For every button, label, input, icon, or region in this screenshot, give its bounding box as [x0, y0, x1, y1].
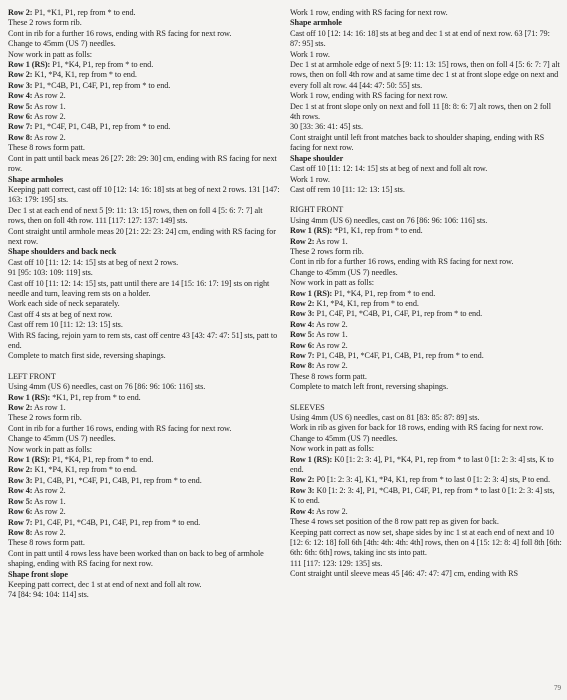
instruction-text: Using 4mm (US 6) needles, cast on 81 [83: 85: 87: 89] sts. [290, 413, 480, 423]
piece-title: SLEEVES [290, 402, 325, 412]
row-label: Row 1 (RS): [290, 454, 333, 464]
instruction-line [8, 299, 280, 309]
instruction-text: K1, *P4, K1, rep from * to end. [32, 465, 137, 475]
instruction-text: As row 2. [314, 361, 348, 371]
instruction-line [290, 341, 562, 351]
instruction-text: K0 [1: 2: 3: 4], P1, *C4B, P1, C4F, P1, rep from * to last 0 [1: 2: 3: 4] sts, K to end. [290, 485, 555, 506]
piece-title: RIGHT FRONT [290, 205, 344, 215]
row-label: Row 2: [8, 8, 33, 17]
instruction-line [290, 268, 562, 278]
instruction-text: These 8 rows form patt. [8, 143, 85, 153]
instruction-text: Cast off 10 [11: 12: 14: 15] sts at beg of next and foll alt row. [290, 164, 488, 174]
instruction-text: Cast off 10 [12: 14: 16: 18] sts at beg and dec 1 st at end of next row. 63 [71: 79: 87: 95] sts. [290, 28, 550, 49]
instruction-line [290, 60, 562, 91]
instruction-text: As row 1. [32, 403, 66, 413]
instruction-line [8, 39, 280, 49]
instruction-line [8, 81, 280, 91]
instruction-line [290, 91, 562, 101]
instruction-text: As row 1. [32, 496, 66, 506]
row-label: Row 4: [290, 319, 315, 329]
instruction-line [290, 226, 562, 236]
instruction-text: Now work in patt as folls: [290, 444, 374, 454]
instruction-text: As row 1. [314, 330, 348, 340]
instruction-line [8, 351, 280, 361]
instruction-line [290, 434, 562, 444]
instruction-text: P1, *K4, P1, rep from * to end. [50, 455, 154, 465]
instruction-line [290, 237, 562, 247]
instruction-text: Change to 45mm (US 7) needles. [290, 267, 398, 277]
instruction-line [290, 517, 562, 527]
instruction-line [290, 102, 562, 123]
instruction-line [290, 382, 562, 392]
instruction-line [290, 164, 562, 174]
instruction-line [8, 465, 280, 475]
instruction-text: Cont in patt until 4 rows less have been worked than on back to beg of armhole shaping, ending with RS facing for next row. [8, 548, 264, 569]
instruction-line [8, 154, 280, 175]
instruction-text: K1, *P4, K1, rep from * to end. [32, 70, 137, 80]
instruction-text: Cont in patt until back meas 26 [27: 28: 29: 30] cm, ending with RS facing for next row. [8, 153, 277, 174]
row-label: Row 8: [8, 132, 33, 142]
instruction-text: These 2 rows form rib. [8, 413, 82, 423]
page-number: 79 [554, 684, 561, 692]
section-heading: Shape shoulder [290, 153, 344, 163]
instruction-text: 111 [117: 123: 129: 135] sts. [290, 558, 383, 568]
instruction-text: As row 2. [32, 507, 66, 517]
instruction-line [8, 227, 280, 248]
instruction-line [290, 559, 562, 569]
instruction-line [8, 143, 280, 153]
row-label: Row 1 (RS): [8, 455, 51, 465]
instruction-text: Cast off 10 [11: 12: 14: 15] sts, patt until there are 14 [15: 16: 17: 19] sts on right needle and turn, leaving rem sts on a holder. [8, 278, 270, 298]
row-label: Row 7: [8, 122, 33, 132]
instruction-text: Cont straight until left front matches back to shoulder shaping, ending with RS facing for next row. [290, 132, 545, 153]
instruction-line [8, 91, 280, 101]
instruction-text: These 4 rows set position of the 8 row patt rep as given for back. [290, 517, 499, 527]
instruction-line [290, 423, 562, 433]
instruction-text: Using 4mm (US 6) needles, cast on 76 [86: 96: 106: 116] sts. [8, 382, 206, 392]
instruction-text: 30 [33: 36: 41: 45] sts. [290, 122, 363, 132]
row-label: Row 8: [290, 361, 315, 371]
instruction-line [8, 122, 280, 132]
instruction-line [290, 175, 562, 185]
instruction-text: Work each side of neck separately. [8, 299, 120, 309]
instruction-text: Keeping patt correct, cast off 10 [12: 14: 16: 18] sts at beg of next 2 rows. 131 [147: 163: 179: 195] sts. [8, 184, 280, 205]
instruction-line [8, 50, 280, 60]
section-heading: Shape armhole [290, 18, 342, 28]
instruction-text: Cont straight until armhole meas 20 [21: 22: 23: 24] cm, ending with RS facing for next row. [8, 226, 276, 246]
row-label: Row 6: [290, 340, 315, 350]
instruction-line [8, 29, 280, 39]
row-label: Row 2: [8, 70, 33, 80]
row-label: Row 6: [8, 507, 33, 517]
instruction-line [8, 393, 280, 403]
section-heading: Shape shoulders and back neck [8, 247, 117, 257]
instruction-line [290, 299, 562, 309]
instruction-line [8, 580, 280, 590]
instruction-text: Work 1 row, ending with RS facing for next row. [290, 8, 448, 17]
instruction-text: Cont in rib for a further 16 rows, ending with RS facing for next row. [8, 423, 232, 433]
instruction-line [290, 320, 562, 330]
instruction-line [8, 112, 280, 122]
instruction-text: Work in rib as given for back for 18 rows, ending with RS facing for next row. [290, 423, 544, 433]
instruction-text: Complete to match left front, reversing shapings. [290, 382, 449, 392]
instruction-line [8, 8, 280, 18]
instruction-text: P1, C4F, P1, *C4B, P1, C4F, P1, rep from * to end. [314, 309, 483, 319]
instruction-line [8, 258, 280, 268]
instruction-text: *P1, K1, rep from * to end. [332, 226, 423, 236]
instruction-line [290, 475, 562, 485]
instruction-text: 74 [84: 94: 104: 114] sts. [8, 590, 89, 600]
instruction-text: Cast off 4 sts at beg of next row. [8, 309, 113, 319]
row-label: Row 4: [290, 506, 315, 516]
instruction-line [290, 8, 562, 18]
instruction-line [8, 185, 280, 206]
instruction-line [290, 351, 562, 361]
instruction-line [290, 413, 562, 423]
instruction-text: As row 2. [314, 319, 348, 329]
instruction-line [8, 70, 280, 80]
section-heading: Shape front slope [8, 569, 68, 579]
instruction-text: K0 [1: 2: 3: 4], P1, *K4, P1, rep from * to last 0 [1: 2: 3: 4] sts, K to end. [290, 454, 554, 475]
instruction-text: P1, C4B, P1, *C4F, P1, C4B, P1, rep from * to end. [314, 351, 484, 360]
instruction-line [8, 455, 280, 465]
instruction-text: Cont straight until sleeve meas 45 [46: 47: 47: 47] cm, ending with RS [290, 569, 519, 579]
instruction-text: Cast off rem 10 [11: 12: 13: 15] sts. [290, 184, 405, 194]
instruction-line [8, 206, 280, 227]
instruction-line [8, 382, 280, 392]
row-label: Row 3: [8, 475, 33, 485]
instruction-text: Now work in patt as folls: [8, 444, 92, 454]
instruction-line [8, 518, 280, 528]
instruction-line [290, 50, 562, 60]
row-label: Row 5: [290, 330, 315, 340]
instruction-line [8, 497, 280, 507]
instruction-line [8, 538, 280, 548]
instruction-line [290, 133, 562, 154]
instruction-text: These 8 rows form patt. [8, 538, 85, 548]
instruction-line [290, 29, 562, 50]
row-label: Row 3: [8, 80, 33, 90]
instruction-text: As row 2. [32, 112, 66, 122]
instruction-text: As row 2. [32, 527, 66, 537]
instruction-line [8, 331, 280, 352]
instruction-line [290, 185, 562, 195]
instruction-text: As row 2. [314, 340, 348, 350]
instruction-text: Now work in patt as folls: [8, 49, 92, 59]
row-label: Row 2: [290, 298, 315, 308]
instruction-line [8, 434, 280, 444]
instruction-line [290, 122, 562, 132]
instruction-line [8, 18, 280, 28]
instruction-text: Cont in rib for a further 16 rows, ending with RS facing for next row. [8, 28, 232, 38]
instruction-line [290, 216, 562, 226]
instruction-text: P1, C4F, P1, *C4B, P1, C4F, P1, rep from * to end. [32, 517, 201, 527]
row-label: Row 8: [8, 527, 33, 537]
row-label: Row 2: [8, 403, 33, 413]
instruction-line [8, 102, 280, 112]
instruction-line [290, 528, 562, 559]
instruction-text: Complete to match first side, reversing shapings. [8, 351, 166, 361]
instruction-line [290, 361, 562, 371]
instruction-text: Work 1 row, ending with RS facing for next row. [290, 91, 448, 101]
instruction-text: As row 2. [32, 132, 66, 142]
instruction-text: These 2 rows form rib. [8, 18, 82, 28]
instruction-line [290, 247, 562, 257]
instruction-text: P1, C4B, P1, *C4F, P1, C4B, P1, rep from * to end. [32, 475, 202, 485]
instruction-line [290, 486, 562, 507]
instruction-line [8, 528, 280, 538]
instruction-line [290, 444, 562, 454]
instruction-line [290, 569, 562, 579]
instruction-text: 91 [95: 103: 109: 119] sts. [8, 268, 93, 278]
row-label: Row 2: [290, 236, 315, 246]
instruction-text: Work 1 row. [290, 174, 330, 184]
instruction-line [8, 549, 280, 570]
instruction-text: As row 2. [314, 506, 348, 516]
instruction-text: As row 1. [32, 101, 66, 111]
row-label: Row 7: [8, 517, 33, 527]
row-label: Row 1 (RS): [8, 60, 51, 70]
instruction-line [8, 590, 280, 600]
instruction-text: P1, *C4F, P1, C4B, P1, rep from * to end. [32, 122, 171, 132]
instruction-line [8, 320, 280, 330]
section-heading: Shape armholes [8, 174, 64, 184]
instruction-line [290, 289, 562, 299]
instruction-line [8, 279, 280, 300]
row-label: Row 3: [290, 485, 315, 495]
instruction-text: As row 2. [32, 486, 66, 496]
instruction-line [290, 330, 562, 340]
instruction-text: Using 4mm (US 6) needles, cast on 76 [86: 96: 106: 116] sts. [290, 215, 488, 225]
instruction-text: With RS facing, rejoin yarn to rem sts, cast off centre 43 [43: 47: 47: 51] sts, patt to end. [8, 330, 278, 350]
instruction-line [8, 310, 280, 320]
instruction-line [290, 372, 562, 382]
instruction-text: P1, *K4, P1, rep from * to end. [332, 288, 436, 298]
instruction-line [8, 507, 280, 517]
instruction-text: P0 [1: 2: 3: 4], K1, *P4, K1, rep from * to last 0 [1: 2: 3: 4] sts, P to end. [314, 475, 550, 485]
instruction-text: *K1, P1, rep from * to end. [50, 392, 141, 402]
instruction-text: Work 1 row. [290, 49, 330, 59]
row-label: Row 4: [8, 91, 33, 101]
instruction-line [8, 133, 280, 143]
row-label: Row 1 (RS): [290, 288, 333, 298]
row-label: Row 5: [8, 101, 33, 111]
instruction-line [8, 476, 280, 486]
instruction-text: P1, *K1, P1, rep from * to end. [32, 8, 136, 17]
instruction-text: Dec 1 st at armhole edge of next 5 [9: 11: 13: 15] rows, then on foll 4 [5: 6: 7: 7] alt rows, then on foll 4th row and at same time dec 1 st at front slope edge on next and every foll alt row. 44 [44: 47: 50: 55] sts. [290, 60, 560, 90]
row-label: Row 1 (RS): [8, 392, 51, 402]
instruction-text: Change to 45mm (US 7) needles. [8, 39, 116, 49]
instruction-line [290, 309, 562, 319]
instruction-text: As row 2. [32, 91, 66, 101]
instruction-line [8, 413, 280, 423]
instruction-text: Dec 1 st at front slope only on next and foll 11 [8: 8: 6: 7] alt rows, then on 2 foll 4th rows. [290, 101, 551, 122]
instruction-line [290, 278, 562, 288]
left-column [8, 8, 280, 696]
instruction-line [8, 445, 280, 455]
instruction-text: Change to 45mm (US 7) needles. [290, 433, 398, 443]
instruction-text: These 2 rows form rib. [290, 246, 364, 256]
instruction-line [290, 507, 562, 517]
instruction-text: As row 1. [314, 236, 348, 246]
instruction-text: P1, *K4, P1, rep from * to end. [50, 60, 154, 70]
instruction-line [8, 60, 280, 70]
instruction-text: Keeping patt correct as now set, shape sides by inc 1 st at each end of next and 10 [12: 6: 12: 18] foll 6th [4th: 4th: 4th: 4th] rows, then on 4 [15: 12: 8: 4] foll 8th [6th: 6th: 6th: 6th] rows, taking inc sts into patt. [290, 527, 562, 558]
row-label: Row 2: [290, 475, 315, 485]
row-label: Row 7: [290, 351, 315, 360]
row-label: Row 4: [8, 486, 33, 496]
row-label: Row 6: [8, 112, 33, 122]
row-label: Row 5: [8, 496, 33, 506]
instruction-text: K1, *P4, K1, rep from * to end. [314, 298, 419, 308]
instruction-text: These 8 rows form patt. [290, 371, 367, 381]
instruction-line [8, 424, 280, 434]
instruction-line [8, 486, 280, 496]
row-label: Row 3: [290, 309, 315, 319]
instruction-line [290, 455, 562, 476]
row-label: Row 1 (RS): [290, 226, 333, 236]
instruction-text: Cast off rem 10 [11: 12: 13: 15] sts. [8, 320, 123, 330]
instruction-line [290, 257, 562, 267]
instruction-text: Cast off 10 [11: 12: 14: 15] sts at beg of next 2 rows. [8, 257, 179, 267]
instruction-text: Now work in patt as folls: [290, 278, 374, 288]
instruction-text: Cont in rib for a further 16 rows, ending with RS facing for next row. [290, 257, 514, 267]
right-column [290, 8, 562, 696]
instruction-text: Dec 1 st at each end of next 5 [9: 11: 13: 15] rows, then on foll 4 [5: 6: 7: 7] alt rows, then on foll 4th row. 111 [117: 127: 137: 149] sts. [8, 205, 263, 226]
instruction-line [8, 268, 280, 278]
piece-title: LEFT FRONT [8, 371, 56, 381]
instruction-text: P1, *C4B, P1, C4F, P1, rep from * to end. [32, 80, 171, 90]
instruction-text: Change to 45mm (US 7) needles. [8, 434, 116, 444]
row-label: Row 2: [8, 465, 33, 475]
instruction-text: Keeping patt correct, dec 1 st at end of next and foll alt row. [8, 579, 202, 589]
instruction-line [8, 403, 280, 413]
